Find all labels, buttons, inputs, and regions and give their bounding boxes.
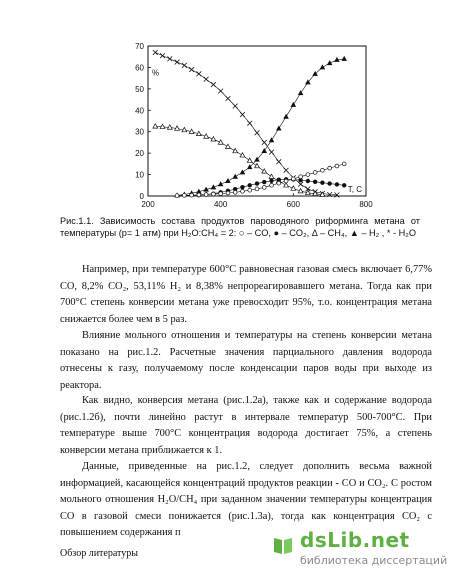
data-point-co (306, 173, 310, 177)
paragraph-2: Влияние мольного отношения и температуры на степень конверсии метана показано на рис.1.2. Расчетные значения парциального давления водорода отнесены к газу, получаемому после конденсации паров воды при выходе из реактора. (60, 330, 432, 391)
data-point-ch4 (247, 158, 252, 162)
data-point-h2o (160, 53, 165, 58)
y-tick-label: 10 (135, 170, 144, 180)
data-point-co2 (255, 181, 259, 185)
data-point-ch4 (269, 174, 274, 178)
data-point-co2 (240, 185, 244, 189)
data-point-co (204, 193, 208, 197)
data-point-h2 (240, 169, 246, 174)
data-point-ch4 (218, 140, 223, 144)
data-point-h2o (298, 182, 303, 187)
x-tick-label: 600 (286, 200, 301, 209)
data-point-ch4 (226, 144, 231, 148)
paragraph-3: Как видно, конверсия метана (рис.1.2а), также как и содержание водорода (рис.1.2б), почти линейно растут в интервале температур 500-700°C. При температуре выше 700°C концентрация водорода достигает 75%, а степень конверсии метана приближается к 1. (60, 395, 432, 456)
plot-frame (148, 46, 366, 196)
data-point-co (321, 168, 325, 172)
data-point-co2 (262, 180, 266, 184)
data-point-co2 (313, 180, 317, 184)
data-point-co (255, 187, 259, 191)
data-point-h2o (284, 168, 289, 173)
watermark-logo: dsLib.net (300, 528, 410, 552)
data-point-h2 (218, 181, 224, 186)
data-point-h2o (255, 130, 260, 135)
y-axis-label: % (152, 68, 160, 78)
data-point-co (233, 190, 237, 194)
data-point-co (277, 181, 281, 185)
x-axis-label: T, C (347, 185, 362, 194)
data-point-h2 (312, 71, 318, 76)
data-point-h2o (240, 112, 245, 117)
y-tick-label: 70 (135, 42, 144, 51)
data-point-co2 (327, 181, 331, 185)
data-point-h2o (204, 77, 209, 82)
x-tick-label: 200 (141, 200, 155, 209)
data-point-co (262, 186, 266, 190)
data-point-h2 (341, 56, 347, 61)
data-point-ch4 (284, 183, 289, 187)
data-point-ch4 (240, 153, 245, 157)
data-point-co (241, 189, 245, 193)
data-point-h2 (276, 126, 282, 131)
data-point-h2o (276, 159, 281, 164)
data-point-co (248, 188, 252, 192)
data-point-co (313, 171, 317, 175)
data-point-ch4 (153, 124, 158, 128)
series-line (155, 126, 322, 194)
y-tick-label: 40 (135, 106, 144, 116)
book-icon (272, 534, 294, 556)
y-tick-label: 50 (135, 84, 144, 94)
data-point-h2o (189, 67, 194, 72)
data-point-h2 (298, 90, 304, 95)
data-point-co (182, 193, 186, 197)
data-point-h2o (262, 140, 267, 145)
data-point-h2 (327, 60, 333, 65)
data-point-h2o (167, 56, 172, 61)
data-point-h2o (211, 82, 216, 87)
y-tick-label: 20 (135, 149, 144, 159)
data-point-co (226, 191, 230, 195)
data-point-h2o (233, 104, 238, 109)
data-point-co (299, 175, 303, 179)
data-point-co2 (342, 183, 346, 187)
paragraph-1: Например, при температуре 600°C равновесная газовая смесь включает 6,77% CO, 8,2% CO₂, 53,11% H₂ и 8,38% непрореагировавшего метана. Тогда как при 700°C степень конверсии метана уже превосходит 95%, т.о. концентрация метана снижается более чем в 5 раз. (60, 264, 432, 325)
data-point-co (219, 192, 223, 196)
data-point-co (291, 177, 295, 181)
data-point-h2o (182, 63, 187, 68)
data-point-h2 (261, 148, 267, 153)
data-point-h2 (291, 102, 297, 107)
page-footer: Обзор литературы (60, 548, 138, 559)
data-point-co (212, 192, 216, 196)
data-point-co (197, 193, 201, 197)
data-point-ch4 (255, 163, 260, 167)
data-point-h2o (153, 50, 158, 55)
data-point-h2 (232, 174, 238, 179)
data-point-co (328, 166, 332, 170)
data-point-h2o (226, 96, 231, 101)
figure-chart (118, 34, 408, 242)
watermark (300, 528, 450, 576)
data-point-h2 (211, 184, 217, 189)
data-point-co2 (248, 183, 252, 187)
data-point-h2 (283, 114, 289, 119)
data-point-h2 (320, 64, 326, 69)
x-tick-label: 400 (213, 200, 228, 209)
y-tick-label: 30 (135, 127, 144, 137)
figure-caption: Рис.1.1. Зависимость состава продуктов пароводяного риформинга метана от температуры (р= 1 атм) при H₂O:CH₄ = 2: ○ – CO, ● – CO₂, Δ – CH₄, ▲ – H₂ , * - H₂O (60, 216, 420, 238)
data-point-co (175, 194, 179, 198)
watermark-subtitle: библиотека диссертаций (300, 554, 448, 567)
data-point-h2 (269, 137, 275, 142)
y-tick-label: 60 (135, 63, 144, 73)
paragraph-4: Данные, приведенные на рис.1.2, следует дополнить весьма важной информацией, касающейся концентраций продуктов реакции - CO и CO₂. С ростом мольного отношения H₂O/CH₄ при заданном значении температуры концентрация CO в газовой смеси понижается (рис.1.3а), тогда как концентрация CO₂ с повышением содержания п (60, 461, 432, 538)
data-point-h2 (225, 178, 231, 183)
data-point-h2o (247, 121, 252, 126)
data-point-h2o (269, 150, 274, 155)
data-point-h2o (218, 89, 223, 94)
data-point-h2o (175, 60, 180, 65)
data-point-ch4 (160, 124, 165, 128)
data-point-co (270, 183, 274, 187)
data-point-co2 (269, 179, 273, 183)
data-point-h2o (196, 71, 201, 76)
data-point-ch4 (233, 148, 238, 152)
data-point-co (335, 164, 339, 168)
data-point-ch4 (262, 169, 267, 173)
series-line (177, 59, 344, 196)
data-point-co2 (320, 181, 324, 185)
data-point-co2 (306, 179, 310, 183)
data-point-ch4 (291, 186, 296, 190)
data-point-co2 (335, 182, 339, 186)
data-point-co (190, 193, 194, 197)
x-tick-label: 800 (359, 200, 373, 209)
data-point-co (342, 162, 346, 166)
data-point-co (284, 179, 288, 183)
y-tick-label: 0 (139, 192, 144, 201)
